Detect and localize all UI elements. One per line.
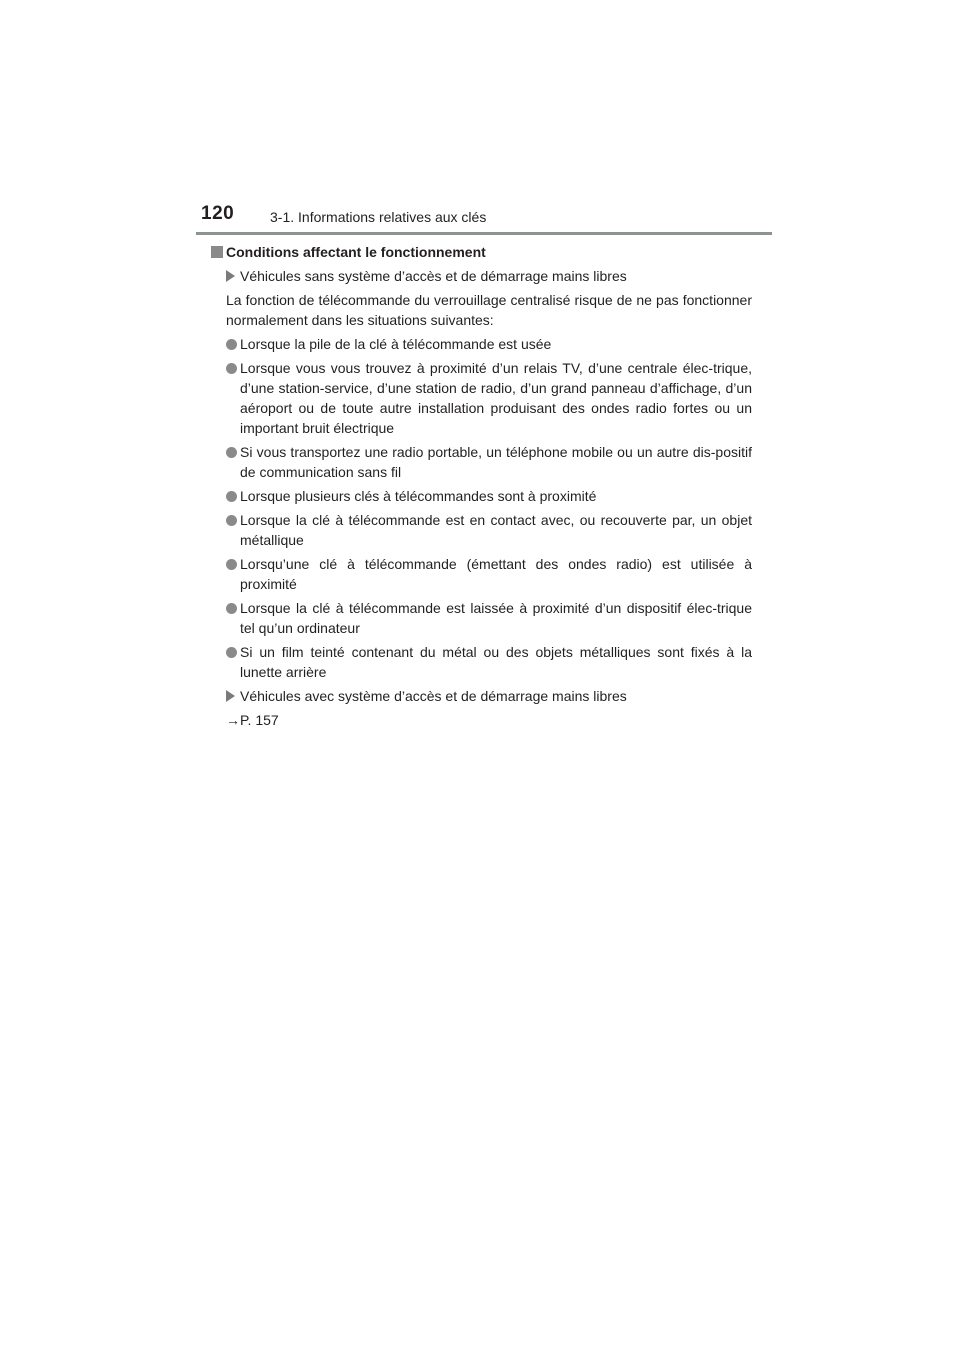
circle-bullet-icon [226,491,237,502]
list-item: Lorsqu’une clé à télécommande (émettant des ondes radio) est utilisée à proximité [226,554,752,594]
circle-bullet-icon [226,515,237,526]
subheading-text: Véhicules avec système d’accès et de démarrage mains libres [240,688,627,704]
section-heading-text: Conditions affectant le fonctionnement [226,244,486,260]
list-item: Si vous transportez une radio portable, un téléphone mobile ou un autre dis-positif de communication sans fil [226,442,752,482]
circle-bullet-icon [226,559,237,570]
circle-bullet-icon [226,363,237,374]
section-heading [211,242,752,262]
list-item: Lorsque plusieurs clés à télécommandes sont à proximité [226,486,752,506]
triangle-arrow-icon [226,270,235,282]
page-reference-link[interactable]: →P. 157 [226,712,279,728]
list-item: Si un film teinté contenant du métal ou des objets métalliques sont fixés à la lunette arrière [226,642,752,682]
subheading-without-smart-entry [226,266,752,286]
subheading-text: Véhicules sans système d’accès et de démarrage mains libres [240,268,627,284]
section-title: 3-1. Informations relatives aux clés [270,209,487,225]
square-bullet-icon [211,246,223,258]
list-item: Lorsque la clé à télécommande est laissée à proximité d’un dispositif élec-trique tel qu’un ordinateur [226,598,752,638]
header-divider [196,232,772,235]
circle-bullet-icon [226,339,237,350]
page-number: 120 [201,203,235,224]
list-item: Lorsque la clé à télécommande est en contact avec, ou recouverte par, un objet métallique [226,510,752,550]
list-item: Lorsque la pile de la clé à télécommande est usée [226,334,752,354]
intro-paragraph: La fonction de télécommande du verrouillage centralisé risque de ne pas fonctionner normalement dans les situations suivantes: [226,292,752,328]
page-content [211,242,752,730]
conditions-list [226,334,752,682]
subheading-with-smart-entry [226,686,752,706]
circle-bullet-icon [226,603,237,614]
list-item: Lorsque vous vous trouvez à proximité d’un relais TV, d’une centrale élec-trique, d’une station-service, d’une station de radio, d’un grand panneau d’affichage, d’un aéroport ou de toute autre installation produisant des ondes radio fortes ou un important bruit électrique [226,358,752,438]
circle-bullet-icon [226,447,237,458]
triangle-arrow-icon [226,690,235,702]
circle-bullet-icon [226,647,237,658]
